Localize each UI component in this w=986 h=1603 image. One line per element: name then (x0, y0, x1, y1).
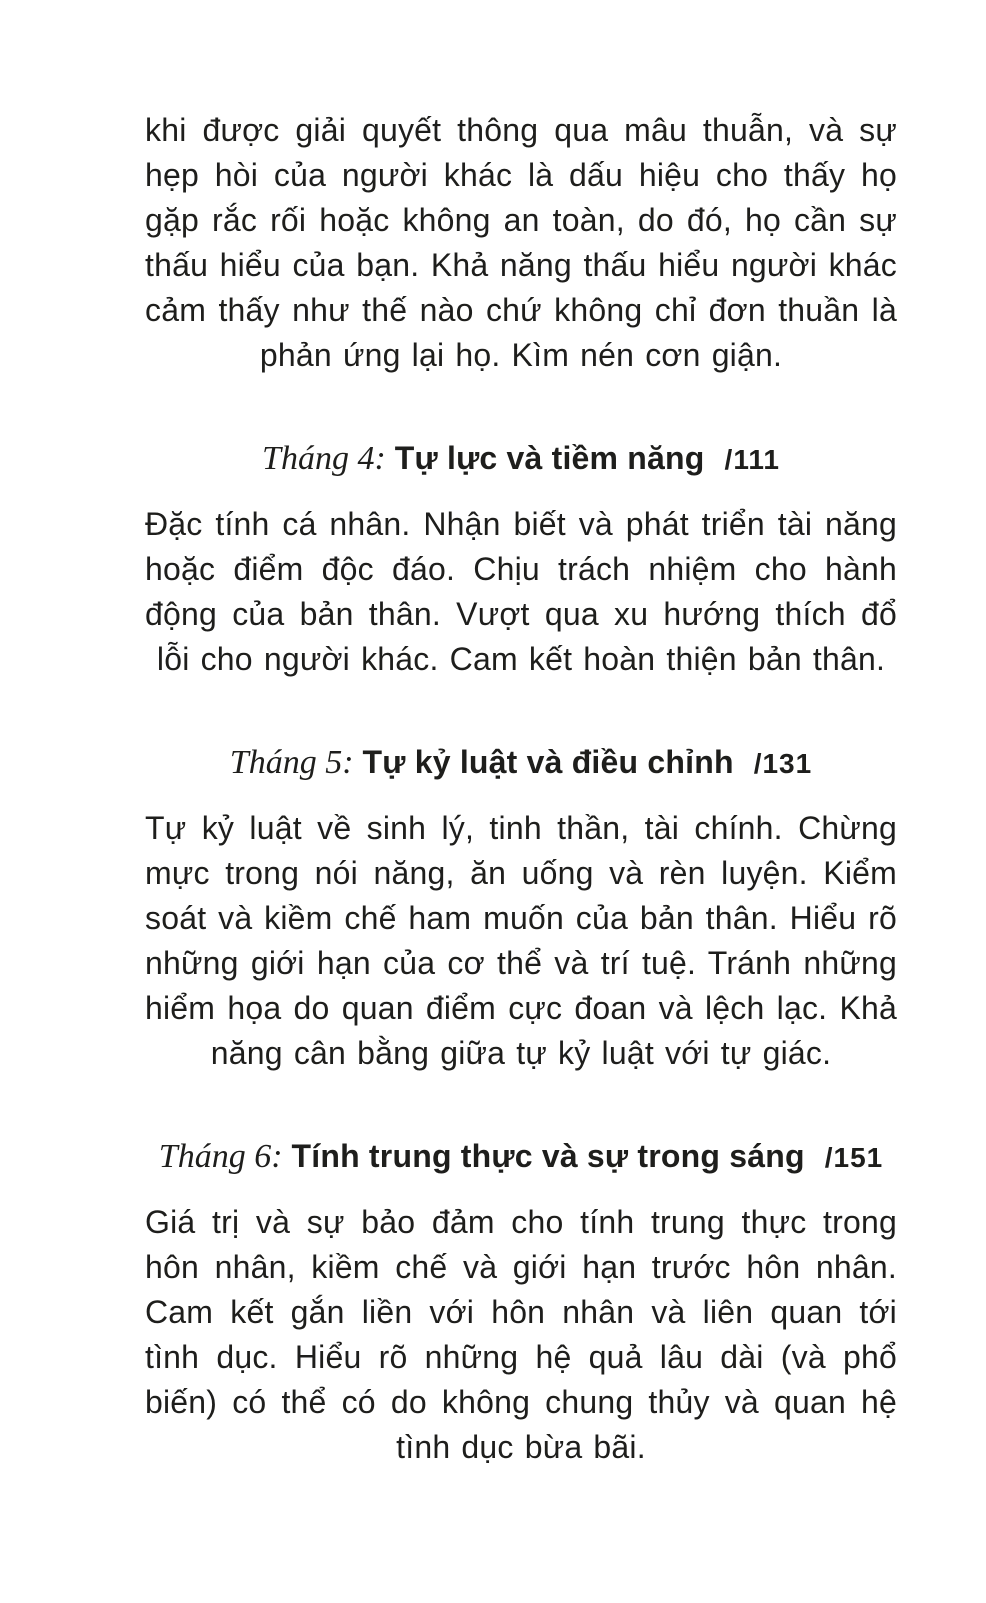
page-number-ref: /151 (824, 1142, 884, 1173)
page-number-ref: /111 (724, 444, 780, 475)
section-description: Giá trị và sự bảo đảm cho tính trung thực trong hôn nhân, kiềm chế và giới hạn trước hôn nhân. Cam kết gắn liền với hôn nhân và liên quan tới tình dục. Hiểu rõ những hệ quả lâu dài (và phổ biến) có thể có do không chung thủy và quan hệ tình dục bừa bãi. (145, 1204, 897, 1465)
toc-section-month-5 (145, 739, 897, 1076)
section-heading (145, 1133, 897, 1181)
month-label: Tháng 6: (158, 1138, 283, 1175)
toc-section-month-6 (145, 1133, 897, 1470)
section-heading (145, 739, 897, 787)
intro-paragraph: khi được giải quyết thông qua mâu thuẫn, và sự hẹp hòi của người khác là dấu hiệu cho thấy họ gặp rắc rối hoặc không an toàn, do đó, họ cần sự thấu hiểu của bạn. Khả năng thấu hiểu người khác cảm thấy như thế nào chứ không chỉ đơn thuần là phản ứng lại họ. Kìm nén cơn giận. (145, 112, 897, 373)
section-heading (145, 435, 897, 483)
month-label: Tháng 4: (262, 440, 386, 477)
section-title: Tự lực và tiềm năng (394, 440, 705, 476)
section-description: Đặc tính cá nhân. Nhận biết và phát triển tài năng hoặc điểm độc đáo. Chịu trách nhiệm cho hành động của bản thân. Vượt qua xu hướng thích đổ lỗi cho người khác. Cam kết hoàn thiện bản thân. (145, 506, 897, 677)
page-number-ref: /131 (753, 748, 813, 779)
section-title: Tính trung thực và sự trong sáng (291, 1138, 805, 1174)
section-description: Tự kỷ luật về sinh lý, tinh thần, tài chính. Chừng mực trong nói năng, ăn uống và rèn luyện. Kiểm soát và kiềm chế ham muốn của bản thân. Hiểu rõ những giới hạn của cơ thể và trí tuệ. Tránh những hiểm họa do quan điểm cực đoan và lệch lạc. Khả năng cân bằng giữa tự kỷ luật với tự giác. (145, 810, 897, 1071)
month-label: Tháng 5: (229, 744, 354, 781)
toc-section-month-4 (145, 435, 897, 682)
toc-content (145, 108, 897, 1470)
section-title: Tự kỷ luật và điều chỉnh (362, 744, 734, 780)
